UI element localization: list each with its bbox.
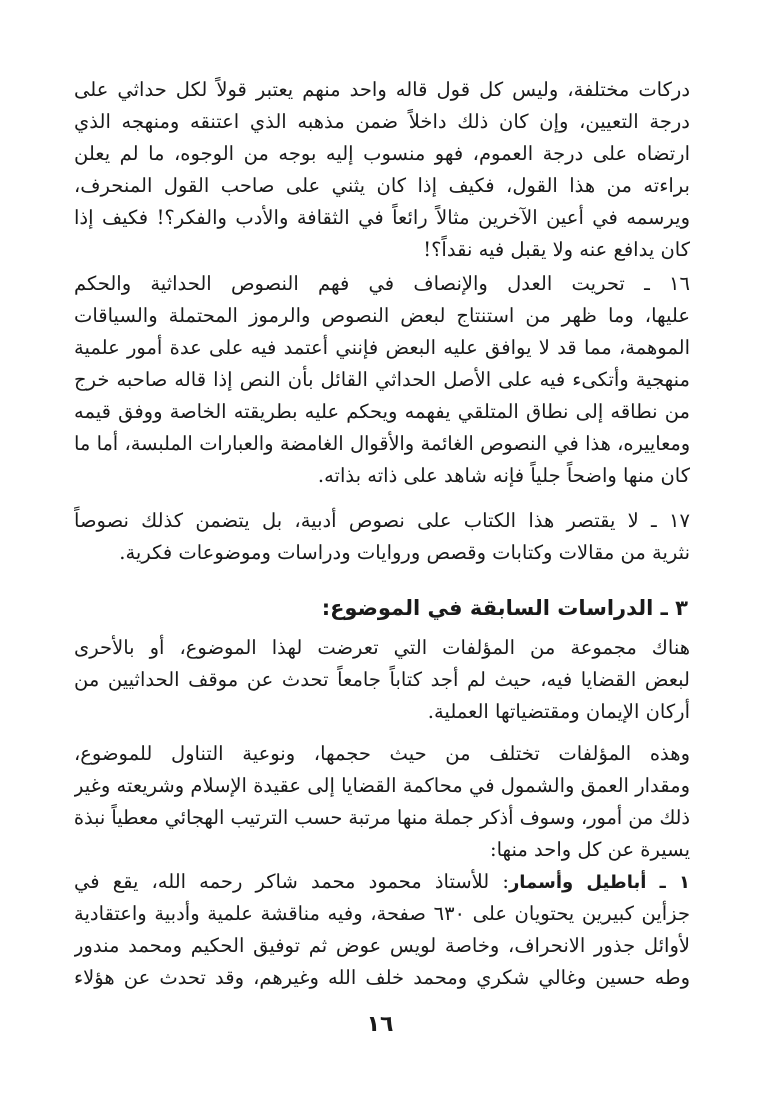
text-line: وهذه المؤلفات تختلف من حيث حجمها، ونوعية التناول للموضوع، — [74, 742, 690, 765]
text-line: دركات مختلفة، وليس كل قول قاله واحد منهم يعتبر قولاً لكل حداثي على — [74, 78, 690, 101]
text-line: كان يدافع عنه ولا يقبل فيه نقداً؟! — [423, 238, 690, 261]
book-title: ١ ـ أباطيل وأسمار — [508, 872, 690, 893]
book-entry-1 — [74, 866, 690, 994]
text-line: جزأين كبيرين يحتويان على ٦٣٠ صفحة، وفيه مناقشة علمية وأدبية واعتقادية — [74, 902, 690, 925]
paragraph-16 — [74, 268, 690, 492]
book-entry-first-line — [74, 866, 690, 898]
continuation-paragraph — [74, 74, 690, 266]
text-line: ذلك من أمور، وسوف أذكر جملة منها مرتبة حسب الترتيب الهجائي معطياً نبذة — [74, 806, 690, 829]
text-line: ١٧ ـ لا يقتصر هذا الكتاب على نصوص أدبية، بل يتضمن كذلك نصوصاً — [74, 509, 690, 532]
text-line: ١٦ ـ تحريت العدل والإنصاف في فهم النصوص الحداثية والحكم — [74, 272, 690, 295]
text-line: ومعاييره، هذا في النصوص الغائمة والأقوال الغامضة والعبارات الملبسة، أما ما — [74, 432, 690, 455]
book-author-text: : للأستاذ محمود محمد شاكر رحمه الله، يقع في — [74, 870, 509, 893]
text-line: براءته من هذا القول، فكيف إذا كان يثني على صاحب القول المنحرف، — [74, 174, 690, 197]
text-line: ومقدار العمق والشمول في محاكمة القضايا إلى عقيدة الإسلام وشريعته وغير — [74, 774, 690, 797]
text-line: ارتضاه على درجة العموم، فهو منسوب إليه بوجه من الوجوه، ما لم يعلن — [74, 142, 690, 165]
text-line: أركان الإيمان ومقتضياتها العملية. — [427, 700, 690, 723]
text-line: منهجية وأتكىء فيه على الأصل الحداثي القائل بأن النص إذا قاله صاحبه خرج — [74, 368, 690, 391]
text-line: هناك مجموعة من المؤلفات التي تعرضت لهذا الموضوع، أو بالأحرى — [74, 636, 690, 659]
text-line: لأوائل جذور الانحراف، وخاصة لويس عوض ثم توفيق الحكيم ومحمد مندور — [74, 934, 690, 957]
text-line: يسيرة عن كل واحد منها: — [490, 838, 690, 861]
paragraph-17 — [74, 505, 690, 569]
text-line: وطه حسين وغالي شكري ومحمد خلف الله وغيرهم، وقد تحدث عن هؤلاء — [74, 966, 690, 989]
text-line: نثرية من مقالات وكتابات وقصص وروايات ودراسات وموضوعات فكرية. — [119, 541, 690, 564]
section-heading: ٣ ـ الدراسات السابقة في الموضوع: — [321, 596, 688, 620]
section-paragraph-2 — [74, 738, 690, 866]
text-line: درجة التعيين، وإن كان ذلك داخلاً ضمن مذهبه الذي اعتنقه ومنهجه الذي — [74, 110, 690, 133]
section-paragraph-1 — [74, 632, 690, 728]
text-line: لبعض القضايا فيه، حيث لم أجد كتاباً جامعاً تحدث عن موقف الحداثيين من — [74, 668, 690, 691]
text-line: ويرسمه في أعين الآخرين مثالاً رائعاً في الثقافة والأدب والفكر؟! فكيف إذا — [74, 206, 690, 229]
text-line: من نطاقه إلى نطاق المتلقي يفهمه ويحكم عليه بطريقته الخاصة ووفق قيمه — [74, 400, 690, 423]
text-line: عليها، وما ظهر من استنتاج لبعض النصوص والرموز المحتملة والسياقات — [74, 304, 690, 327]
text-line: الموهمة، مما قد لا يوافق عليه البعض فإنني أعتمد فيه على عدة أمور علمية — [74, 336, 690, 359]
page-number: ١٦ — [366, 1012, 394, 1037]
text-line: كان منها واضحاً جلياً فإنه شاهد على ذاته بذاته. — [317, 464, 690, 487]
